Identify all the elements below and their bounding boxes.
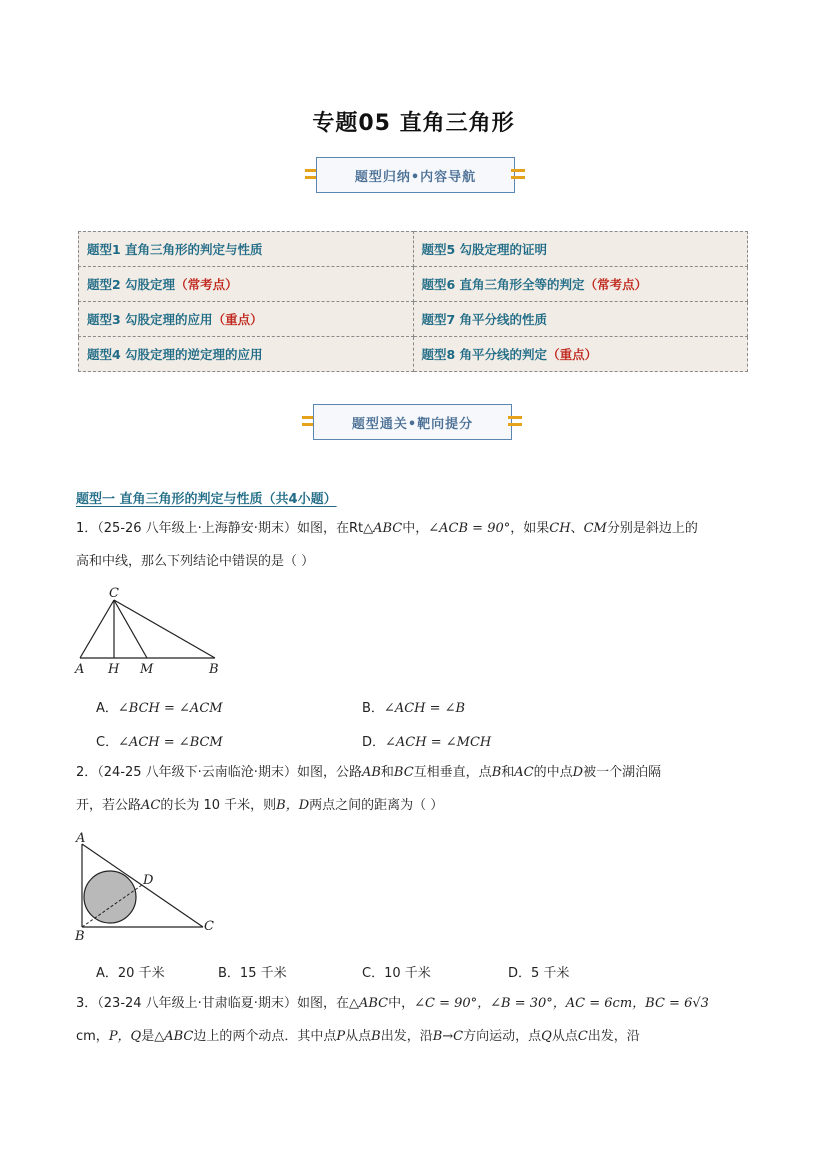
question-1-text xyxy=(76,512,756,578)
point-label-a: A xyxy=(75,662,85,677)
page-title: 专题05 直角三角形 xyxy=(312,111,515,136)
nav-item-topic-2[interactable]: 题型2 勾股定理（常考点） xyxy=(79,267,414,302)
table-row xyxy=(79,267,748,302)
option-2a[interactable]: A．20 千米 xyxy=(96,966,165,981)
banner-right-ornament xyxy=(511,169,525,181)
banner-content-nav xyxy=(316,157,515,193)
option-2b[interactable]: B．15 千米 xyxy=(218,966,287,981)
option-1b[interactable]: B．∠ACH = ∠B xyxy=(362,701,466,716)
point-label-m: M xyxy=(140,662,154,677)
nav-item-topic-3[interactable]: 题型3 勾股定理的应用（重点） xyxy=(79,302,414,337)
frequent-tag: （常考点） xyxy=(584,277,648,292)
lake-circle xyxy=(84,871,136,923)
nav-item-topic-4[interactable]: 题型4 勾股定理的逆定理的应用 xyxy=(79,337,414,372)
point-label-d: D xyxy=(143,873,154,888)
section-heading-topic-1[interactable]: 题型一 直角三角形的判定与性质（共4小题） xyxy=(76,492,337,507)
option-1a[interactable]: A．∠BCH = ∠ACM xyxy=(96,701,223,716)
question-1-line-2: 高和中线，那么下列结论中错误的是（ ） xyxy=(76,554,315,569)
point-label-a: A xyxy=(76,831,86,846)
nav-item-topic-5[interactable]: 题型5 勾股定理的证明 xyxy=(413,232,748,267)
point-label-c: C xyxy=(109,586,119,601)
question-1-figure xyxy=(70,585,230,680)
segment-ca xyxy=(80,600,114,658)
nav-item-topic-7[interactable]: 题型7 角平分线的性质 xyxy=(413,302,748,337)
key-point-tag: （重点） xyxy=(547,347,598,362)
question-2-line-1: 2．（24-25 八年级下·云南临沧·期末）如图，公路AB和BC互相垂直，点B和AC的中点D被一个湖泊隔 xyxy=(76,765,662,780)
question-2-figure xyxy=(70,828,230,943)
question-1-line-1: 1．（25-26 八年级上·上海静安·期末）如图，在Rt△ABC中，∠ACB = 90°，如果CH、CM分别是斜边上的 xyxy=(76,521,698,536)
topic-nav-table xyxy=(78,231,748,372)
banner-practice-label: 题型通关•靶向提分 xyxy=(351,416,474,432)
banner-content-nav-label: 题型归纳•内容导航 xyxy=(354,169,477,185)
question-2-line-2: 开，若公路AC的长为 10 千米，则B，D两点之间的距离为（ ） xyxy=(76,798,444,813)
question-3-line-1: 3．（23-24 八年级上·甘肃临夏·期末）如图，在△ABC中，∠C = 90°，∠B = 30°，AC = 6cm，BC = 6√3 xyxy=(76,996,709,1011)
question-2-text xyxy=(76,756,756,822)
nav-item-topic-1[interactable]: 题型1 直角三角形的判定与性质 xyxy=(79,232,414,267)
nav-item-topic-8[interactable]: 题型8 角平分线的判定（重点） xyxy=(413,337,748,372)
segment-cb xyxy=(114,600,215,658)
option-2d[interactable]: D．5 千米 xyxy=(508,966,570,981)
table-row xyxy=(79,337,748,372)
question-3-line-2: cm，P，Q是△ABC边上的两个动点．其中点P从点B出发，沿B→C方向运动，点Q从点C出发，沿 xyxy=(76,1029,640,1044)
table-row xyxy=(79,302,748,337)
question-3-text xyxy=(76,987,756,1053)
key-point-tag: （重点） xyxy=(212,312,263,327)
option-1c[interactable]: C．∠ACH = ∠BCM xyxy=(96,735,223,750)
table-row xyxy=(79,232,748,267)
banner-right-ornament xyxy=(508,416,522,428)
banner-practice xyxy=(313,404,512,440)
point-label-c: C xyxy=(204,919,214,934)
nav-item-topic-6[interactable]: 题型6 直角三角形全等的判定（常考点） xyxy=(413,267,748,302)
segment-cm xyxy=(114,600,147,658)
point-label-h: H xyxy=(108,662,120,677)
frequent-tag: （常考点） xyxy=(175,277,238,292)
point-label-b: B xyxy=(209,662,219,677)
option-2c[interactable]: C．10 千米 xyxy=(362,966,431,981)
option-1d[interactable]: D．∠ACH = ∠MCH xyxy=(362,735,492,750)
point-label-b: B xyxy=(75,929,85,943)
